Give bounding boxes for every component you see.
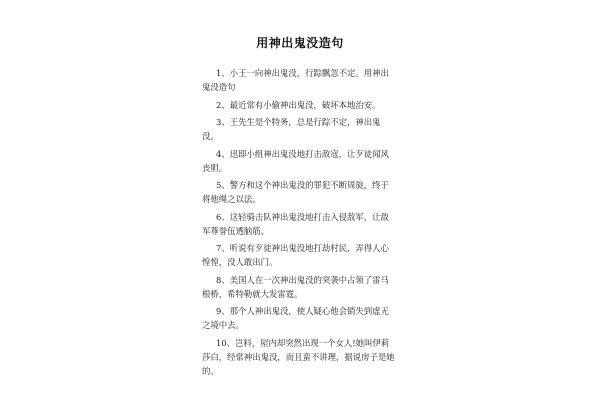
list-item: 3、王先生是个特务，总是行踪不定，神出鬼没。 xyxy=(202,117,381,141)
list-item: 2、最近常有小偷神出鬼没，破坏本地治安。 xyxy=(216,99,381,110)
list-item: 6、这轻骑击队神出鬼没地打击入侵敌军，让敌军尊誉伍透脑筋。 xyxy=(202,211,389,236)
list-item: 7、听说有歹徒神出鬼没地打劫村民，弄得人心惶惶，没人敢出门。 xyxy=(202,243,389,267)
sentence-list xyxy=(202,66,396,381)
list-item: 1、小王一向神出鬼没，行踪飘忽不定。用神出鬼没造句 xyxy=(202,68,389,92)
list-item: 4、迅即小组神出鬼没地打击敌寇，让歹徒闻风丧胆。 xyxy=(202,148,389,173)
list-item: 8、美国人在一次神出鬼没的突袭中占领了雷马根桥，希特勒就大发雷霆。 xyxy=(202,274,389,299)
list-item: 9、那个人神出鬼没，使人疑心他会销失到虚无之境中去。 xyxy=(202,306,389,330)
list-item: 5、警方和这个神出鬼没的罪犯不断周旋，终于将他绳之以法。 xyxy=(202,180,389,204)
page-title: 用神出鬼没造句 xyxy=(256,36,344,50)
list-item: 10、岂料，屋内却突然出现一个女人!她叫伊莉莎白，经常神出鬼没，而且蛮不讲理，据说房子是她的。 xyxy=(202,337,395,376)
